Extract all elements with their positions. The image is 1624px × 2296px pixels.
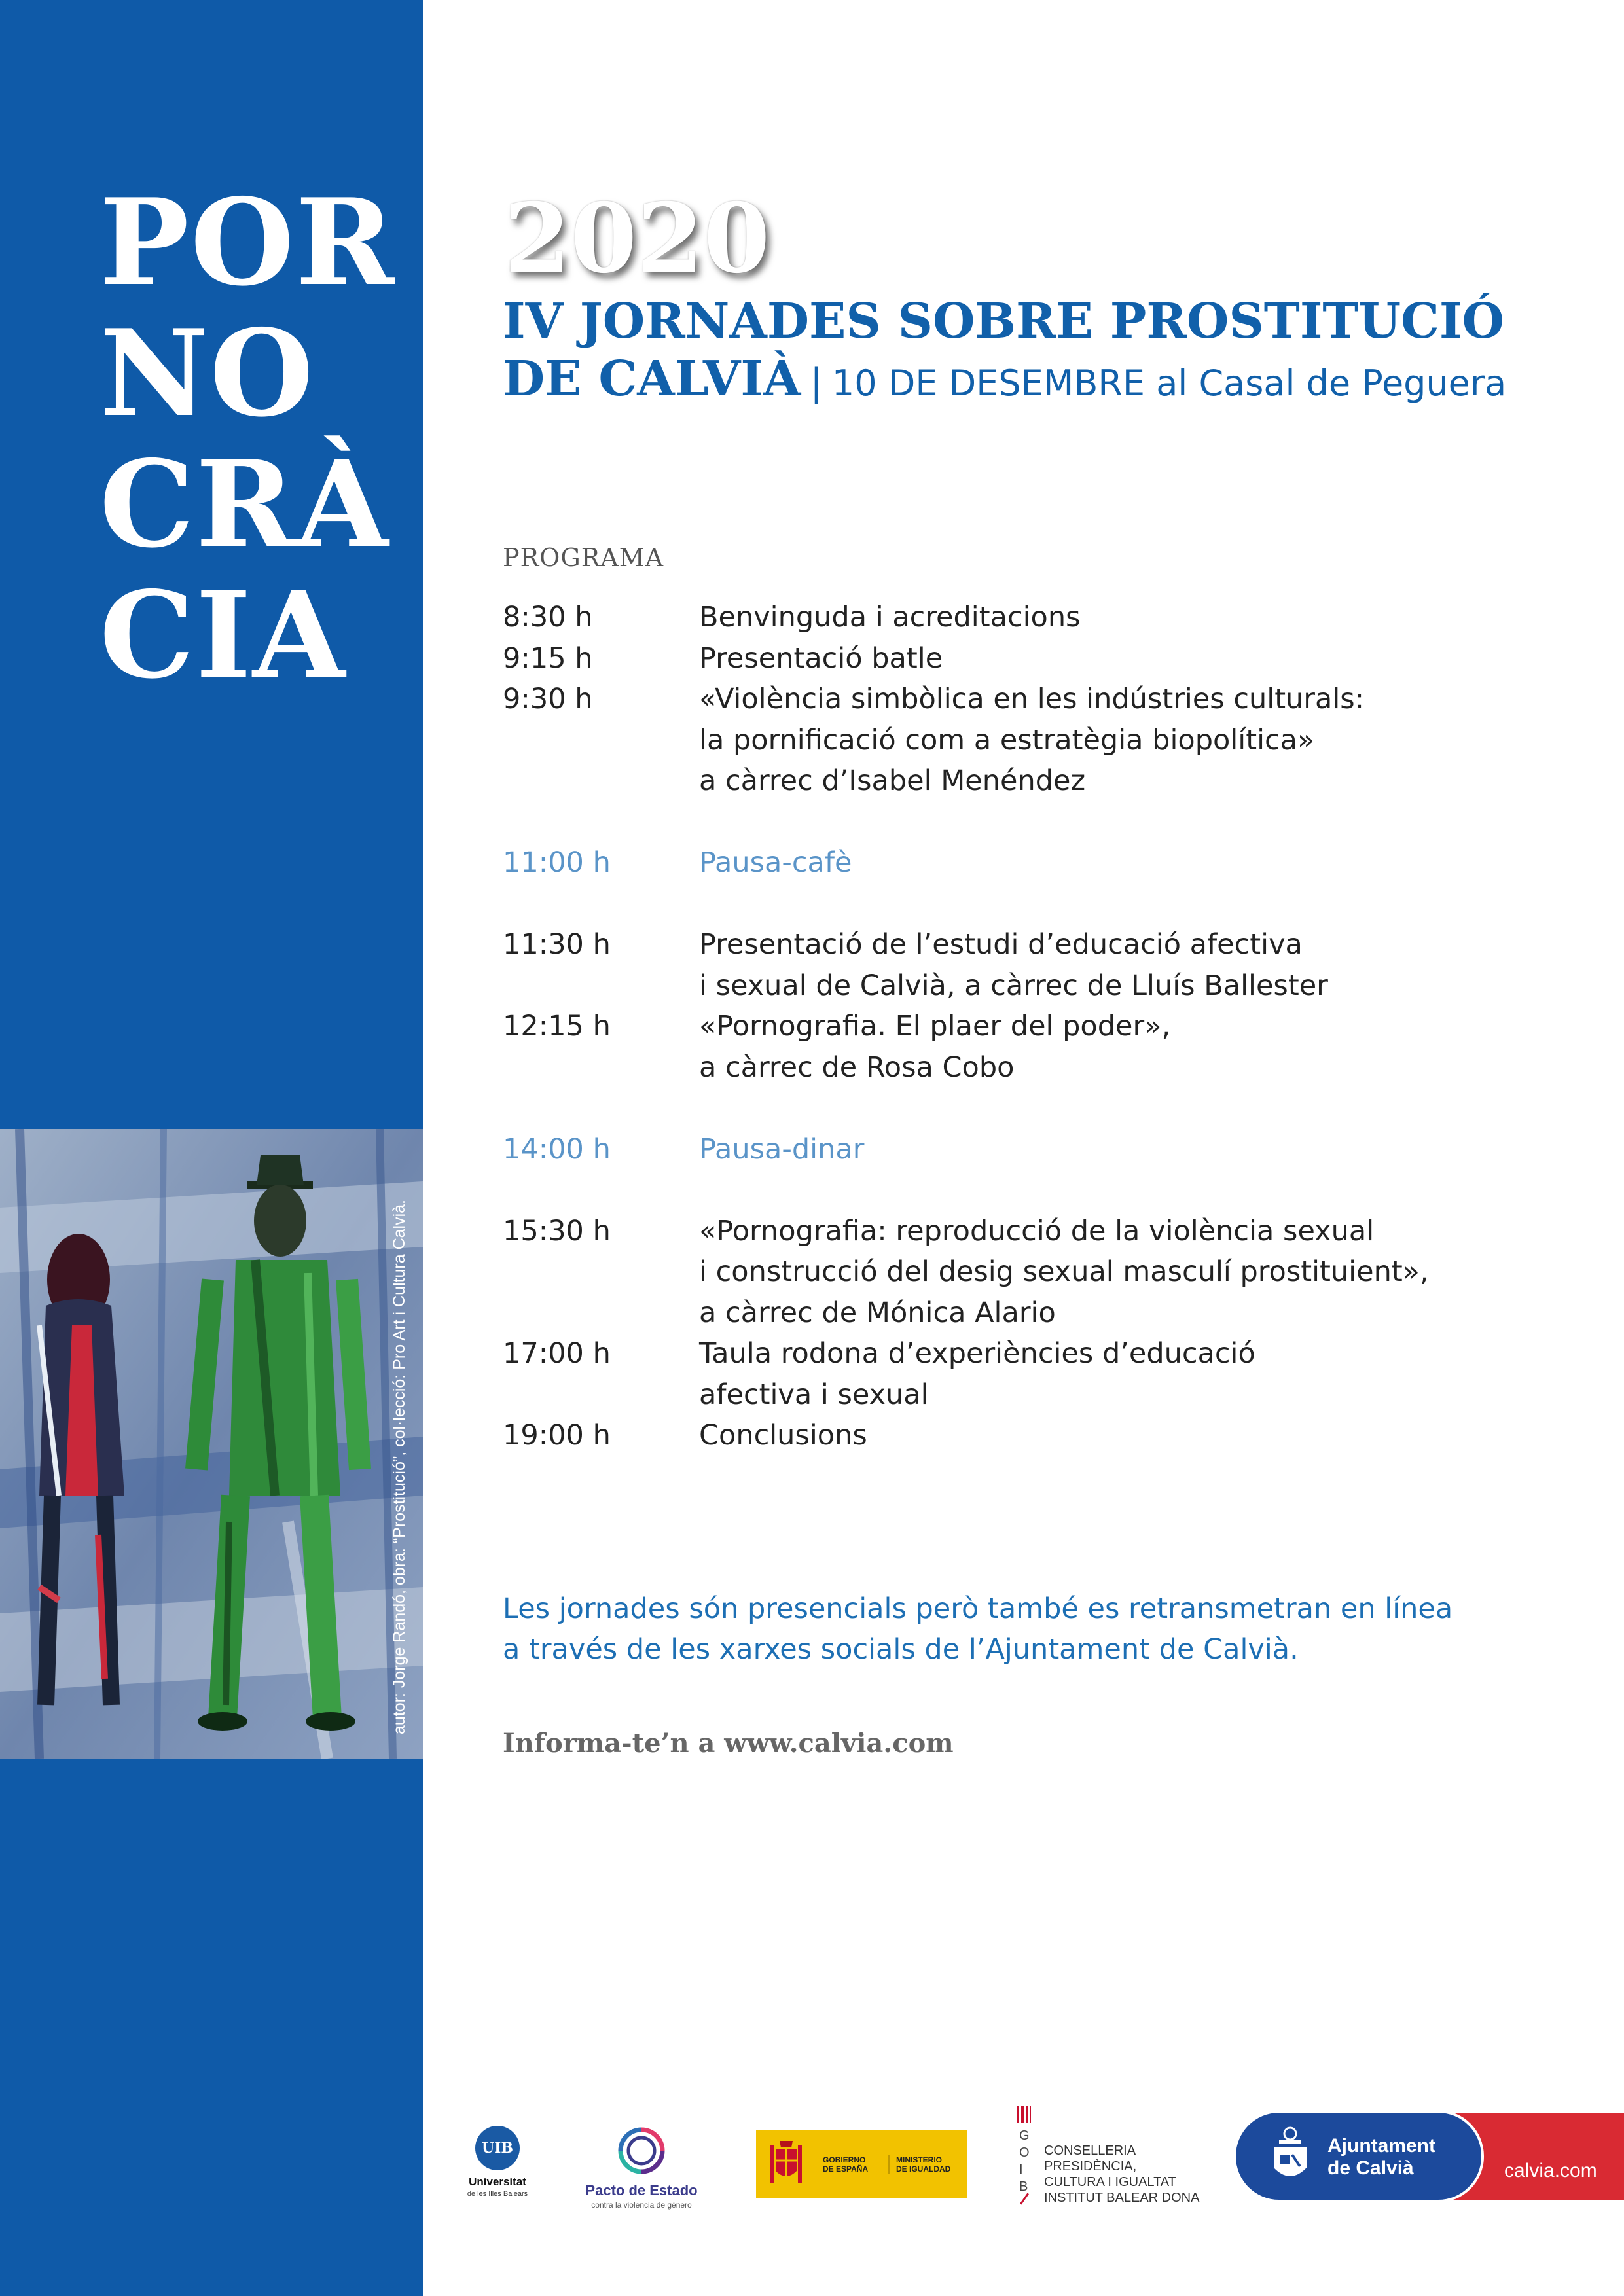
program-time: 8:30 h bbox=[503, 601, 593, 634]
program-item bbox=[503, 679, 1550, 802]
gobierno-de-espana-logo bbox=[756, 2130, 967, 2198]
pacto-subname: contra la violencia de género bbox=[591, 2200, 692, 2210]
uib-logo bbox=[458, 2126, 537, 2206]
goib-letter: B bbox=[1019, 2179, 1028, 2194]
goib-letter: O bbox=[1019, 2145, 1030, 2160]
program-text: Pausa-cafè bbox=[699, 846, 852, 879]
event-date-venue: 10 DE DESEMBRE al Casal de Peguera bbox=[831, 363, 1507, 404]
program-item bbox=[503, 1333, 1550, 1415]
program-time: 9:30 h bbox=[503, 683, 593, 715]
program-item bbox=[503, 638, 1550, 679]
heading-line-2 bbox=[503, 350, 1506, 412]
pacto-icon bbox=[614, 2119, 669, 2178]
goib-flag-icon bbox=[1017, 2106, 1031, 2123]
heading-place: DE CALVIÀ bbox=[503, 351, 801, 407]
program-item bbox=[503, 1006, 1550, 1088]
program-text: i construcció del desig sexual masculí prostituient», bbox=[699, 1255, 1429, 1288]
program-text: Presentació batle bbox=[699, 641, 943, 675]
spain-crest-icon bbox=[765, 2138, 807, 2191]
program-text: «Pornografia: reproducció de la violència sexual bbox=[699, 1214, 1375, 1247]
program-item bbox=[503, 597, 1550, 638]
program-break bbox=[503, 1129, 1550, 1170]
ajuntament-calvia-logo bbox=[1236, 2113, 1624, 2200]
ministerio-line: MINISTERIO bbox=[896, 2155, 943, 2164]
note-line: Les jornades són presencials però també es retransmetran en línea bbox=[503, 1592, 1453, 1625]
goib-line: PRESIDÈNCIA, bbox=[1044, 2159, 1137, 2174]
heading-separator: | bbox=[810, 360, 823, 404]
program-text: a càrrec de Mónica Alario bbox=[699, 1296, 1056, 1329]
poster-title bbox=[99, 172, 396, 705]
goib-logo bbox=[1017, 2106, 1206, 2217]
program-time: 15:30 h bbox=[503, 1214, 611, 1247]
pacto-name: Pacto de Estado bbox=[585, 2182, 698, 2198]
goib-line: CONSELLERIA bbox=[1044, 2144, 1136, 2158]
program-text: «Violència simbòlica en les indústries culturals: bbox=[699, 683, 1365, 715]
goib-letters bbox=[1019, 2127, 1030, 2195]
goib-line: CULTURA I IGUALTAT bbox=[1044, 2175, 1176, 2189]
title-line: CIA bbox=[99, 565, 347, 705]
event-year: 2020 bbox=[504, 183, 770, 295]
program-time: 12:15 h bbox=[503, 1010, 611, 1043]
ministerio-line: DE IGUALDAD bbox=[896, 2164, 951, 2174]
program-text: Taula rodona d’experiències d’educació bbox=[699, 1337, 1255, 1370]
calvia-shield-icon bbox=[1270, 2126, 1310, 2186]
program-time: 11:30 h bbox=[503, 928, 611, 961]
calvia-url[interactable]: calvia.com bbox=[1504, 2160, 1597, 2181]
goib-line: INSTITUT BALEAR DONA bbox=[1044, 2191, 1200, 2205]
goib-letter: I bbox=[1019, 2162, 1023, 2177]
title-line: POR bbox=[99, 172, 396, 312]
gobierno-line: GOBIERNO bbox=[823, 2155, 866, 2164]
program-time: 14:00 h bbox=[503, 1132, 611, 1166]
heading-line-1: IV JORNADES SOBRE PROSTITUCIÓ bbox=[503, 293, 1505, 350]
painting-credit: autor: Jorge Randó, obra: “Prostitució”, col·lecció: Pro Art i Cultura Calvià. bbox=[390, 1199, 408, 1734]
program-text: i sexual de Calvià, a càrrec de Lluís Ballester bbox=[699, 969, 1328, 1002]
sidebar bbox=[0, 0, 423, 2296]
title-line: NO bbox=[99, 303, 315, 443]
ajuntament-name bbox=[1327, 2135, 1435, 2179]
pacto-de-estado-logo bbox=[576, 2119, 707, 2211]
program-text: «Pornografia. El plaer del poder», bbox=[699, 1010, 1171, 1043]
program-text: a càrrec d’Isabel Menéndez bbox=[699, 764, 1086, 797]
goib-letter: G bbox=[1019, 2128, 1030, 2143]
gobierno-label bbox=[823, 2155, 868, 2174]
streaming-note bbox=[503, 1588, 1453, 1670]
uib-mark: UIB bbox=[475, 2126, 520, 2170]
program-time: 9:15 h bbox=[503, 641, 593, 675]
program-text: Presentació de l’estudi d’educació afectiva bbox=[699, 928, 1303, 961]
note-line: a través de les xarxes socials de l’Ajuntament de Calvià. bbox=[503, 1633, 1299, 1666]
program-item bbox=[503, 1415, 1550, 1456]
gobierno-line: DE ESPAÑA bbox=[823, 2164, 869, 2174]
ajuntament-line: de Calvià bbox=[1327, 2157, 1414, 2179]
program-title: PROGRAMA bbox=[503, 543, 664, 572]
program-item bbox=[503, 1211, 1550, 1334]
program-time: 19:00 h bbox=[503, 1419, 611, 1452]
program-time: 17:00 h bbox=[503, 1337, 611, 1370]
painting-image bbox=[0, 1129, 423, 1759]
uib-subname: de les Illes Balears bbox=[467, 2190, 528, 2198]
event-heading bbox=[503, 293, 1506, 412]
program-text: a càrrec de Rosa Cobo bbox=[699, 1050, 1015, 1084]
info-link[interactable]: Informa-te’n a www.calvia.com bbox=[503, 1728, 954, 1759]
uib-name: Universitat bbox=[469, 2176, 526, 2188]
program-text: afectiva i sexual bbox=[699, 1378, 929, 1411]
program-text: la pornificació com a estratègia biopolítica» bbox=[699, 723, 1315, 757]
ministerio-label bbox=[888, 2155, 950, 2174]
program-text: Benvinguda i acreditacions bbox=[699, 601, 1081, 634]
program-item bbox=[503, 924, 1550, 1006]
program-text: Conclusions bbox=[699, 1419, 867, 1452]
ajuntament-line: Ajuntament bbox=[1327, 2135, 1435, 2157]
program-list bbox=[503, 597, 1550, 1456]
ajuntament-badge bbox=[1236, 2113, 1481, 2200]
title-line: CRÀ bbox=[99, 434, 390, 574]
program-text: Pausa-dinar bbox=[699, 1132, 865, 1166]
goib-text bbox=[1044, 2143, 1199, 2206]
program-time: 11:00 h bbox=[503, 846, 611, 879]
program-break bbox=[503, 842, 1550, 884]
